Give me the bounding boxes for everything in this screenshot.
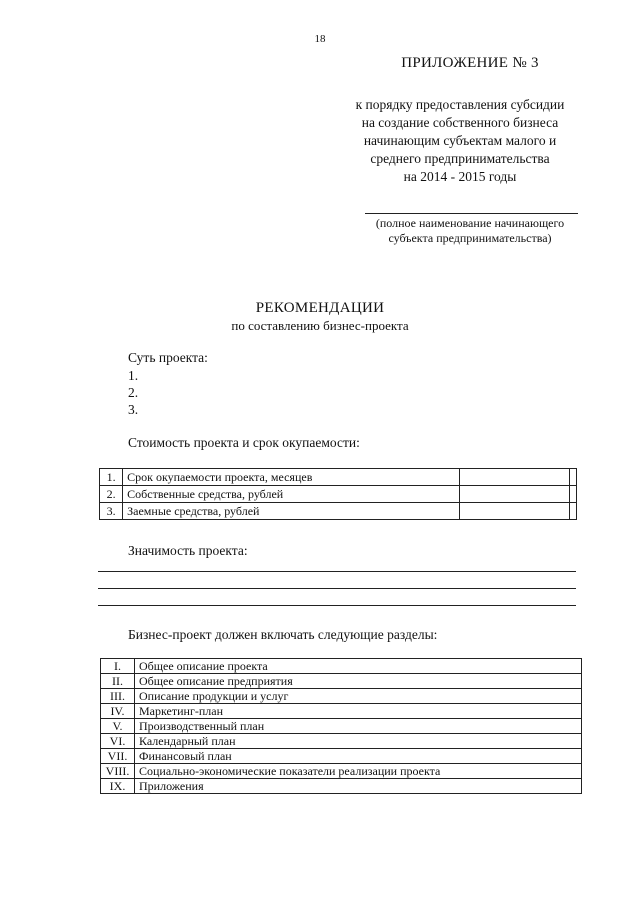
table-row xyxy=(100,469,577,486)
row-label: Собственные средства, рублей xyxy=(123,486,460,503)
essence-item: 2. xyxy=(128,385,139,400)
sections-label: Бизнес-проект должен включать следующие разделы: xyxy=(128,627,438,642)
table-row xyxy=(101,689,582,704)
applicant-caption-line: субъекта предпринимательства) xyxy=(388,231,552,245)
cost-label: Стоимость проекта и срок окупаемости: xyxy=(128,435,360,450)
appendix-title: ПРИЛОЖЕНИЕ № 3 xyxy=(401,55,539,71)
recommendations-title: РЕКОМЕНДАЦИИ xyxy=(255,300,385,316)
row-label: Срок окупаемости проекта, месяцев xyxy=(123,469,460,486)
table-row xyxy=(101,749,582,764)
section-number: V. xyxy=(101,719,135,734)
table-row xyxy=(101,704,582,719)
value-cell[interactable] xyxy=(569,469,576,486)
value-cell[interactable] xyxy=(460,503,570,520)
appendix-reference-line: на создание собственного бизнеса xyxy=(361,115,559,130)
appendix-reference-line: к порядку предоставления субсидии xyxy=(355,97,565,112)
table-row xyxy=(101,734,582,749)
row-number: 3. xyxy=(100,503,123,520)
section-number: III. xyxy=(101,689,135,704)
essence-item: 3. xyxy=(128,402,139,417)
recommendations-subtitle: по составлению бизнес-проекта xyxy=(231,318,409,333)
value-cell[interactable] xyxy=(569,503,576,520)
significance-line[interactable] xyxy=(98,571,576,572)
appendix-reference-line: среднего предпринимательства xyxy=(370,151,550,166)
significance-line[interactable] xyxy=(98,605,576,606)
section-label: Общее описание проекта xyxy=(135,659,582,674)
row-number: 2. xyxy=(100,486,123,503)
section-label: Производственный план xyxy=(135,719,582,734)
table-row xyxy=(101,779,582,794)
value-cell[interactable] xyxy=(569,486,576,503)
appendix-reference xyxy=(330,96,590,186)
table-row xyxy=(101,719,582,734)
section-number: VIII. xyxy=(101,764,135,779)
section-label: Маркетинг-план xyxy=(135,704,582,719)
section-label: Календарный план xyxy=(135,734,582,749)
appendix-reference-line: начинающим субъектам малого и xyxy=(363,133,557,148)
section-number: II. xyxy=(101,674,135,689)
section-label: Приложения xyxy=(135,779,582,794)
cost-table xyxy=(99,468,577,520)
section-number: VII. xyxy=(101,749,135,764)
row-number: 1. xyxy=(100,469,123,486)
essence-item: 1. xyxy=(128,368,139,383)
row-label: Заемные средства, рублей xyxy=(123,503,460,520)
essence-label: Суть проекта: xyxy=(128,350,208,365)
applicant-caption xyxy=(350,216,590,246)
page-number: 18 xyxy=(314,33,326,45)
table-row xyxy=(100,503,577,520)
significance-line[interactable] xyxy=(98,588,576,589)
section-number: IX. xyxy=(101,779,135,794)
section-label: Описание продукции и услуг xyxy=(135,689,582,704)
section-number: I. xyxy=(101,659,135,674)
table-row xyxy=(100,486,577,503)
applicant-caption-line: (полное наименование начинающего xyxy=(375,216,565,230)
section-label: Социально-экономические показатели реализации проекта xyxy=(135,764,582,779)
value-cell[interactable] xyxy=(460,469,570,486)
table-row xyxy=(101,659,582,674)
table-row xyxy=(101,674,582,689)
section-label: Финансовый план xyxy=(135,749,582,764)
section-number: VI. xyxy=(101,734,135,749)
applicant-name-line xyxy=(365,213,578,214)
appendix-reference-line: на 2014 - 2015 годы xyxy=(403,169,517,184)
section-label: Общее описание предприятия xyxy=(135,674,582,689)
table-row xyxy=(101,764,582,779)
value-cell[interactable] xyxy=(460,486,570,503)
significance-label: Значимость проекта: xyxy=(128,543,248,558)
sections-table xyxy=(100,658,582,794)
section-number: IV. xyxy=(101,704,135,719)
